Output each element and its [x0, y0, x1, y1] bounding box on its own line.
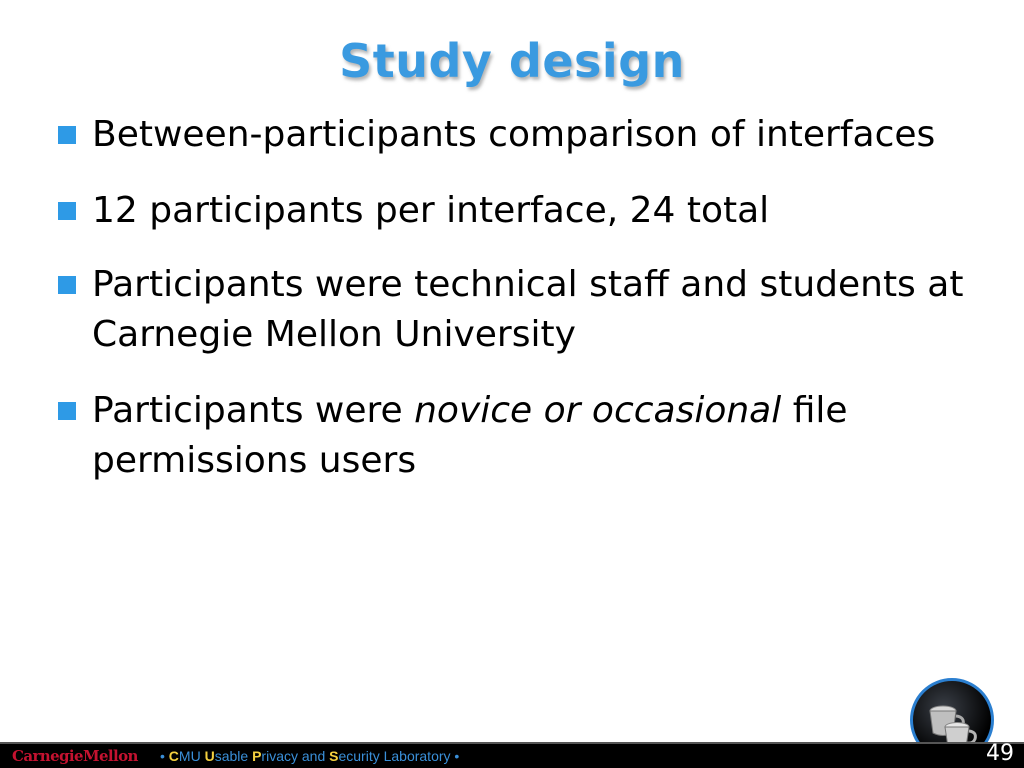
lab-word-mu: MU [178, 748, 205, 764]
square-bullet-icon [58, 202, 76, 220]
bullet-text-emphasis: novice or occasional [414, 390, 782, 431]
bullet-text-pre: Participants were [92, 390, 415, 431]
slide-title: Study design [339, 34, 685, 88]
lab-name [160, 745, 459, 767]
lab-letter-s: S [329, 748, 339, 764]
lab-letter-p: P [252, 748, 262, 764]
bullet-item [56, 186, 986, 236]
bullet-text: Participants were technical staff and students at Carnegie Mellon University [92, 264, 964, 355]
lab-word-rivacy: rivacy and [261, 748, 330, 764]
lab-letter-c: C [168, 748, 179, 764]
bullet-text: 12 participants per interface, 24 total [92, 190, 770, 231]
lab-bullet-right: • [450, 748, 460, 764]
square-bullet-icon [58, 276, 76, 294]
bullet-text-post: file permissions users [92, 390, 848, 481]
footer-bar [0, 744, 1024, 768]
square-bullet-icon [58, 126, 76, 144]
bullet-item [56, 110, 986, 160]
bullet-list [56, 110, 986, 512]
lab-word-sable: sable [214, 748, 253, 764]
carnegie-mellon-logo: CarnegieMellon [12, 747, 138, 765]
bullet-item [56, 386, 986, 486]
lab-bullet-left: • [160, 748, 169, 764]
bullet-item [56, 260, 986, 360]
lab-letter-u: U [204, 748, 215, 764]
page-number: 49 [986, 741, 1014, 766]
lab-word-ecurity: ecurity Laboratory [338, 748, 451, 764]
bullet-text: Between-participants comparison of interfaces [92, 114, 936, 155]
square-bullet-icon [58, 402, 76, 420]
